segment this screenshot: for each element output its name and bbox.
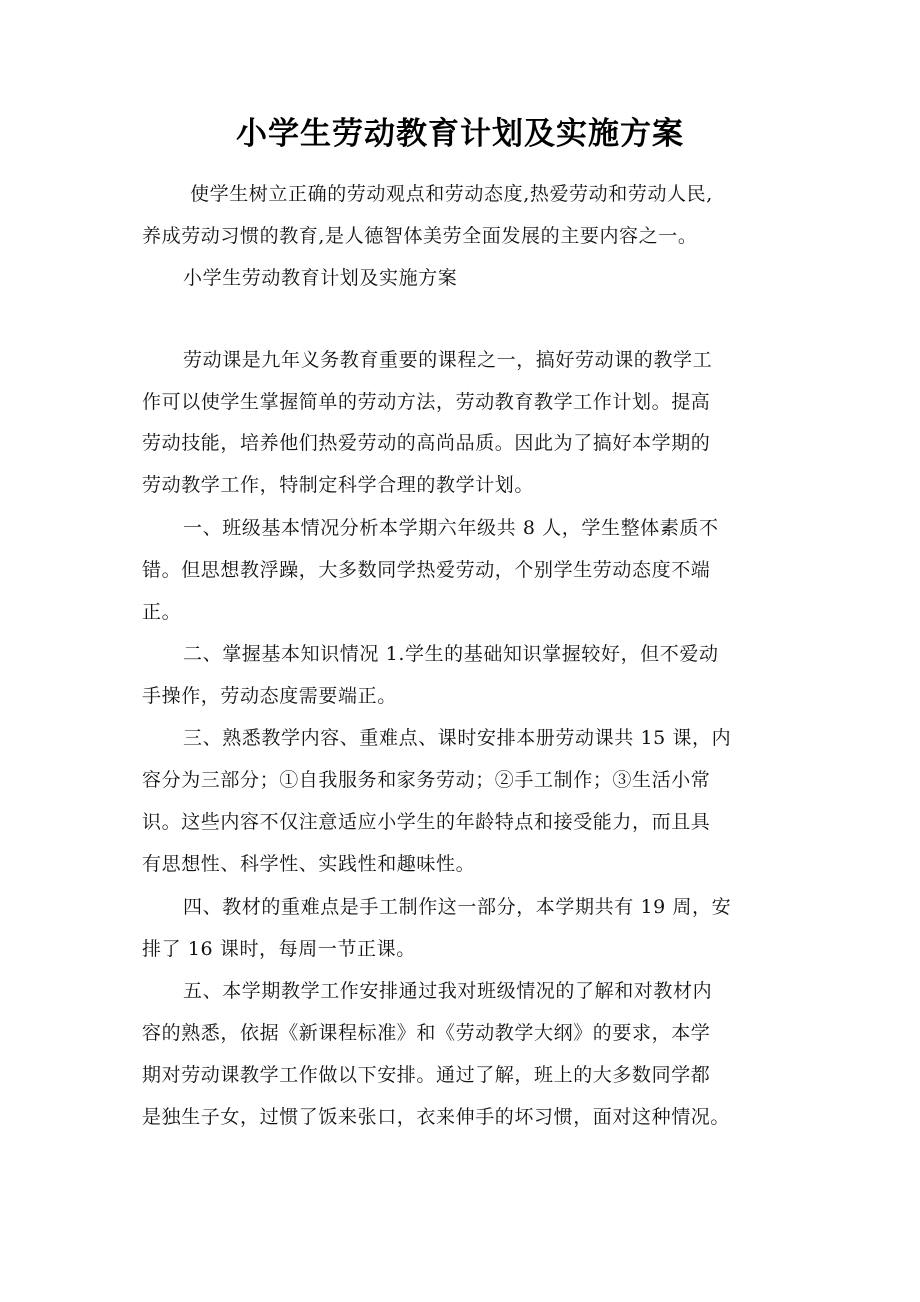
paragraph-line: 识。这些内容不仅注意适应小学生的年龄特点和接受能力，而且具 <box>142 811 711 833</box>
document-title: 小学生劳动教育计划及实施方案 <box>236 116 684 152</box>
paragraph-line: 容分为三部分；①自我服务和家务劳动；②手工制作；③生活小常 <box>142 769 711 791</box>
paragraph-line: 二、掌握基本知识情况 1.学生的基础知识掌握较好，但不爱动 <box>183 643 719 665</box>
intro-line: 养成劳动习惯的教育,是人德智体美劳全面发展的主要内容之一。 <box>142 225 698 247</box>
paragraph-line: 手操作，劳动态度需要端正。 <box>142 685 397 707</box>
paragraph-line: 排了 16 课时，每周一节正课。 <box>142 938 416 960</box>
paragraph-line: 劳动课是九年义务教育重要的课程之一，搞好劳动课的教学工 <box>183 349 713 371</box>
paragraph-line: 错。但思想教浮躁，大多数同学热爱劳动，个别学生劳动态度不端 <box>142 559 711 581</box>
paragraph-line: 作可以使学生掌握简单的劳动方法，劳动教育教学工作计划。提高 <box>142 391 711 413</box>
paragraph-line: 容的熟悉，依据《新课程标准》和《劳动教学大纲》的要求，本学 <box>142 1022 711 1044</box>
paragraph-line: 有思想性、科学性、实践性和趣味性。 <box>142 853 476 875</box>
paragraph-line: 正。 <box>142 601 182 623</box>
paragraph-line: 三、熟悉教学内容、重难点、课时安排本册劳动课共 15 课，内 <box>183 727 732 749</box>
paragraph-line: 一、班级基本情况分析本学期六年级共 8 人，学生整体素质不 <box>183 517 719 539</box>
paragraph-line: 五、本学期教学工作安排通过我对班级情况的了解和对教材内 <box>183 980 713 1002</box>
document-subtitle: 小学生劳动教育计划及实施方案 <box>183 267 458 289</box>
paragraph-line: 期对劳动课教学工作做以下安排。通过了解，班上的大多数同学都 <box>142 1064 711 1086</box>
paragraph-line: 劳动技能，培养他们热爱劳动的高尚品质。因此为了搞好本学期的 <box>142 432 711 454</box>
paragraph-line: 四、教材的重难点是手工制作这一部分，本学期共有 19 周，安 <box>183 896 732 918</box>
paragraph-line: 劳动教学工作，特制定科学合理的教学计划。 <box>142 474 535 496</box>
intro-line: 使学生树立正确的劳动观点和劳动态度,热爱劳动和劳动人民, <box>190 183 713 205</box>
paragraph-line: 是独生子女，过惯了饭来张口，衣来伸手的坏习惯，面对这种情况。 <box>142 1106 731 1128</box>
